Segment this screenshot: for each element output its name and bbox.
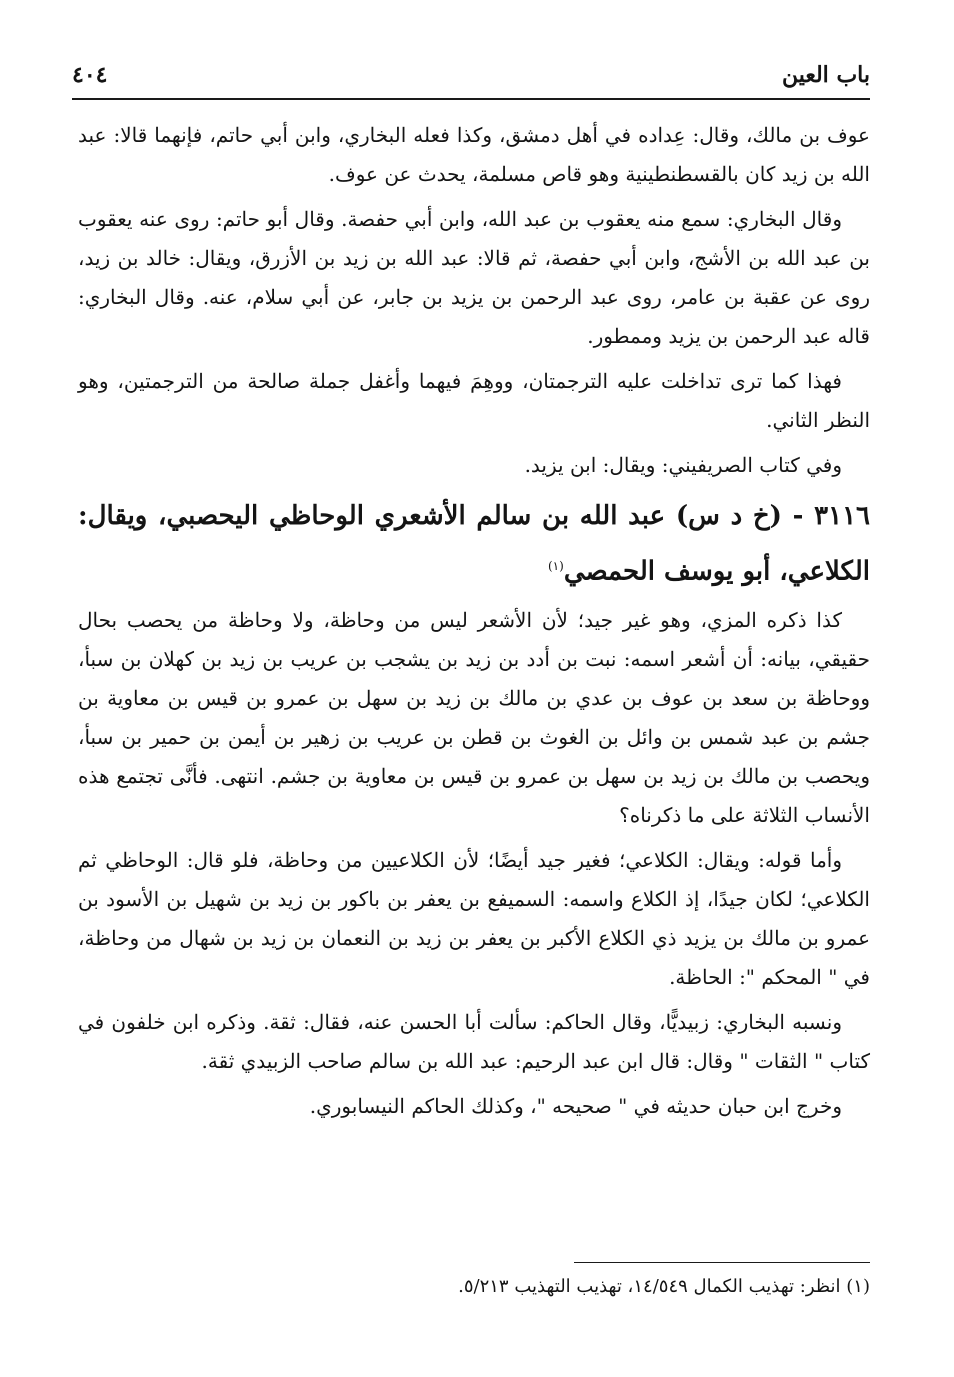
footnote-divider	[574, 1262, 870, 1263]
footnote-marker[interactable]: (١)	[547, 559, 564, 573]
paragraph-5: كذا ذكره المزي، وهو غير جيد؛ لأن الأشعر ليس من وحاظة، ولا وحاظة من يحصب بحال حقيقي، بيانه: أن أشعر اسمه: نبت بن أدد بن زيد بن يشجب بن عريب بن زيد بن كهلان بن سبأ، ووحاظة بن سعد بن عوف بن عدي بن مالك بن زيد بن سهل بن عمرو بن قيس بن معاوية بن جشم بن عبد شمس بن وائل بن الغوث بن قطن بن عريب بن زهير بن أيمن بن حمير بن سبأ، ويحصب بن مالك بن زيد بن سهل بن عمرو بن قيس بن معاوية بن جشم. انتهى. فأنَّى تجتمع هذه الأنساب الثلاثة على ما ذكرناه؟	[78, 607, 871, 827]
running-header	[72, 58, 870, 100]
page-number: ٤٠٤	[72, 62, 108, 88]
paragraph-4: وفي كتاب الصريفيني: ويقال: ابن يزيد.	[524, 453, 842, 477]
footnote: (١) انظر: تهذيب الكمال ١٤/٥٤٩، تهذيب التهذيب ٥/٢١٣.	[458, 1276, 870, 1297]
main-text	[78, 116, 870, 1132]
entry-title: ٣١١٦ - (خ د س) عبد الله بن سالم الأشعري الوحاظي اليحصبي، ويقال: الكلاعي، أبو يوسف الحمصي	[78, 501, 870, 587]
paragraph-8: وخرج ابن حبان حديثه في " صحيحه "، وكذلك الحاكم النيسابوري.	[309, 1093, 842, 1118]
paragraph-1: عوف بن مالك، وقال: عِداده في أهل دمشق، وكذا فعله البخاري، وابن أبي حاتم، فإنهما قالا: عبد الله بن زيد كان بالقسطنطينية وهو قاص مسلمة، يحدث عن عوف.	[78, 123, 870, 186]
paragraph-6: وأما قوله: ويقال: الكلاعي؛ فغير جيد أيضًا؛ لأن الكلاعيين من وحاظة، فلو قال: الوحاظي ثم الكلاعي؛ لكان جيدًا، إذ الكلاع واسمه: السميفع بن يعفر بن باكور بن زيد بن شهيل بن الأسود بن عمرو بن مالك بن يزيد ذي الكلاع الأكبر بن يعفر بن زيد بن النعمان بن زيد بن شهال من وحاظة، في " المحكم ": الحاظة.	[78, 847, 870, 989]
section-title: باب العين	[781, 62, 870, 88]
entry-heading	[78, 491, 870, 597]
paragraph-3: فهذا كما ترى تداخلت عليه الترجمتان، ووهِمَ فيهما وأغفل جملة صالحة من الترجمتين، وهو النظر الثاني.	[78, 369, 870, 432]
paragraph-2: وقال البخاري: سمع منه يعقوب بن عبد الله، وابن أبي حفصة. وقال أبو حاتم: روى عنه يعقوب بن عبد الله بن الأشج، وابن أبي حفصة، ثم قالا: عبد الله بن زيد بن الأزرق، ويقال: خالد بن زيد، روى عن عقبة بن عامر، روى عبد الرحمن بن يزيد بن جابر، عن أبي سلام، عنه. وقال البخاري: قاله عبد الرحمن بن يزيد وممطور.	[78, 207, 870, 348]
paragraph-7: ونسبه البخاري: زبيديًّا، وقال الحاكم: سألت أبا الحسن عنه، فقال: ثقة. وذكره ابن خلفون في كتاب " الثقات " وقال: قال ابن عبد الرحيم: عبد الله بن سالم صاحب الزبيدي ثقة.	[78, 1009, 870, 1073]
